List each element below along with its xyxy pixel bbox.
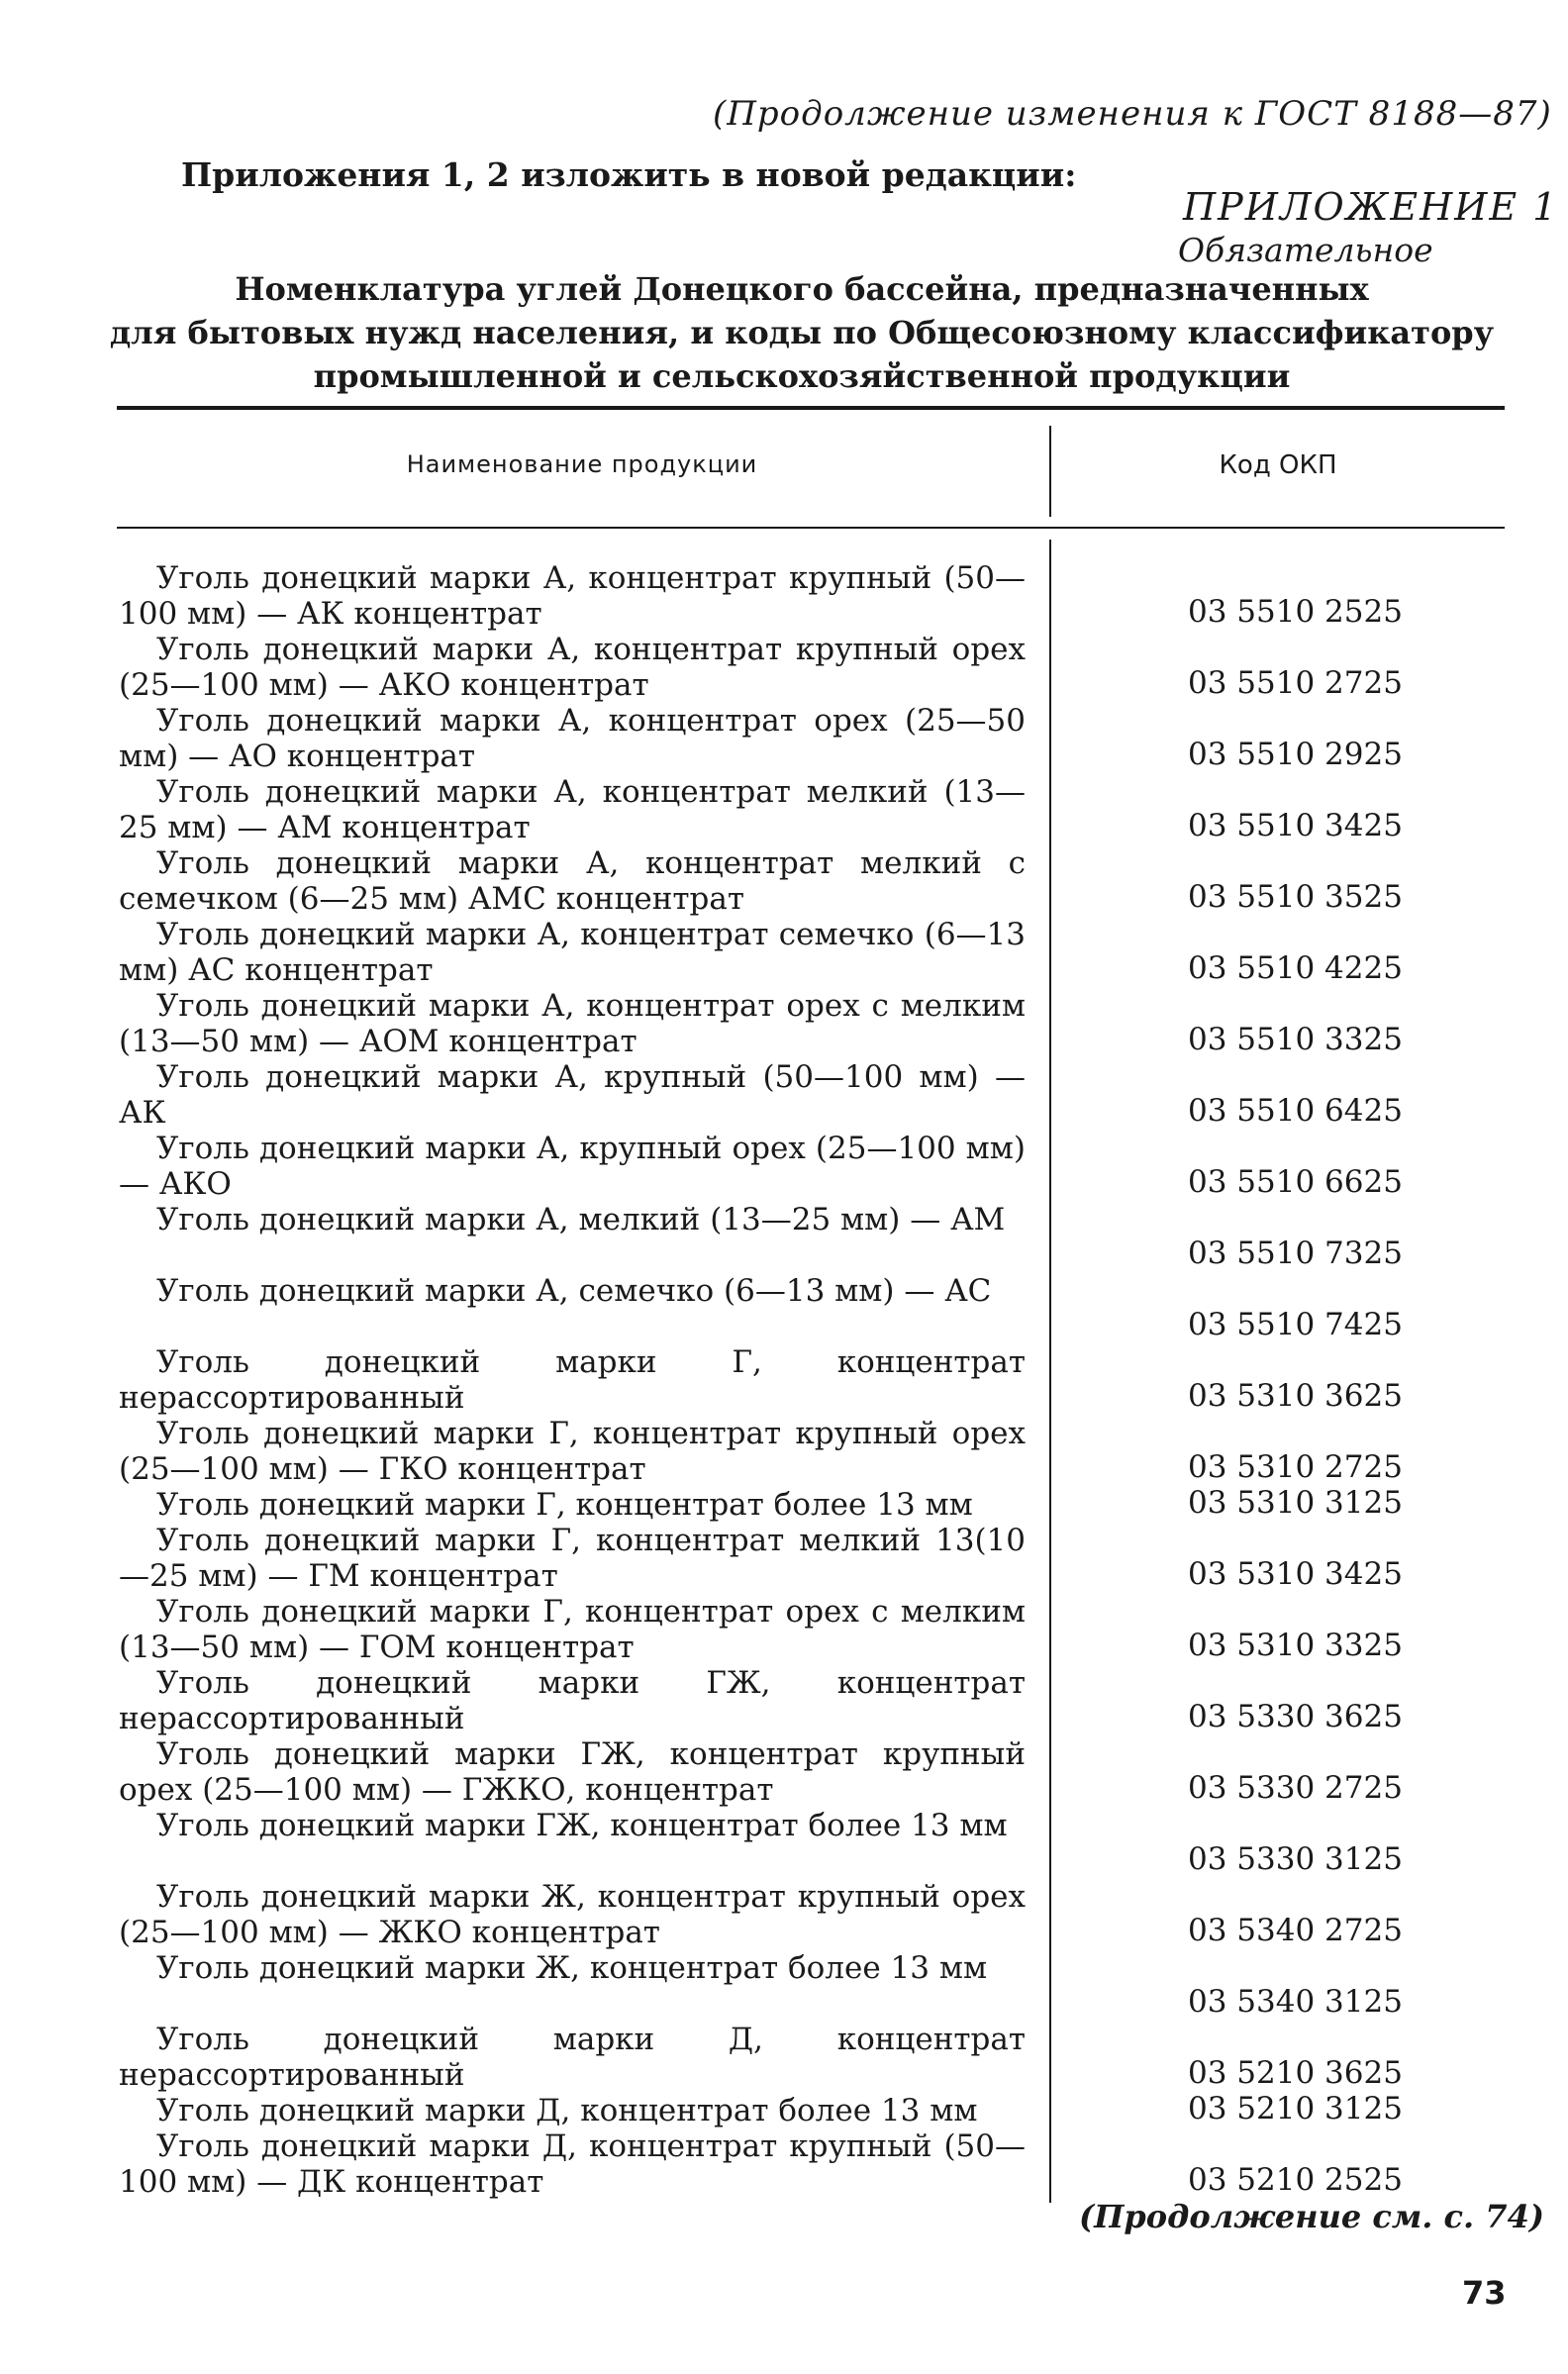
product-name: Уголь донецкий марки А, семечко (6—13 мм) — АС [156,1273,992,1309]
table-row [119,1487,1524,1523]
product-name: Уголь донецкий марки Ж, концентрат более 13 мм [156,1950,988,1986]
okp-code: 03 5510 3425 [1188,808,1403,843]
product-name: Уголь донецкий марки А, крупный (50—100 мм) — АК [119,1059,1026,1131]
table-row [119,1736,1524,1808]
title-line: Номенклатура углей Донецкого бассейна, предназначенных [235,270,1369,308]
product-name: Уголь донецкий марки А, концентрат мелкий с семечком (6—25 мм) АМС концентрат [119,845,1026,917]
okp-code: 03 5510 2725 [1188,665,1403,701]
product-name: Уголь донецкий марки Ж, концентрат крупный орех (25—100 мм) — ЖКО концентрат [119,1879,1026,1950]
continuation-footer: (Продолжение см. с. 74) [1079,2198,1544,2235]
product-name: Уголь донецкий марки А, концентрат семечко (6—13 мм) АС концентрат [119,917,1026,988]
table-row [119,1416,1524,1487]
okp-code: 03 5510 6425 [1188,1093,1403,1129]
table-row [119,1808,1524,1879]
table-row [119,1665,1524,1736]
table-row [119,2022,1524,2093]
product-name: Уголь донецкий марки Г, концентрат нерассортированный [119,1344,1026,1416]
okp-code: 03 5310 3625 [1188,1378,1403,1414]
table-row [119,1059,1524,1131]
product-name: Уголь донецкий марки ГЖ, концентрат более 13 мм [156,1808,1008,1843]
okp-code: 03 5310 3325 [1188,1628,1403,1663]
okp-code: 03 5210 2525 [1188,2162,1403,2198]
column-header-name: Наименование продукции [406,450,758,478]
table-row [119,703,1524,774]
column-header-code: Код ОКП [1219,450,1337,480]
document-title [109,267,1495,398]
okp-code: 03 5210 3125 [1188,2091,1403,2127]
table-row [119,1594,1524,1665]
continuation-header: (Продолжение изменения к ГОСТ 8188—87) [713,94,1552,134]
product-name: Уголь донецкий марки А, концентрат орех (25—50 мм) — АО концентрат [119,703,1026,774]
instruction-text: Приложения 1, 2 изложить в новой редакции: [181,155,1077,194]
okp-code: 03 5510 6625 [1188,1164,1403,1200]
okp-code: 03 5330 3125 [1188,1841,1403,1877]
table-top-rule [117,406,1505,410]
okp-code: 03 5310 3425 [1188,1556,1403,1592]
product-name: Уголь донецкий марки Г, концентрат крупный орех (25—100 мм) — ГКО концентрат [119,1416,1026,1487]
okp-code: 03 5340 2725 [1188,1913,1403,1948]
product-name: Уголь донецкий марки ГЖ, концентрат крупный орех (25—100 мм) — ГЖКО, концентрат [119,1736,1026,1808]
table-row [119,1202,1524,1273]
table-row [119,1131,1524,1202]
okp-code: 03 5510 3325 [1188,1022,1403,1057]
title-line: промышленной и сельскохозяйственной продукции [313,357,1291,395]
product-name: Уголь донецкий марки А, концентрат крупный орех (25—100 мм) — АКО концентрат [119,632,1026,703]
table-row [119,1344,1524,1416]
table-row [119,845,1524,917]
table-row [119,774,1524,845]
table-row [119,1950,1524,2022]
title-line: для бытовых нужд населения, и коды по Общесоюзному классификатору [109,314,1495,351]
product-name: Уголь донецкий марки Д, концентрат нерассортированный [119,2022,1026,2093]
table-body [119,560,1524,2200]
table-row [119,1879,1524,1950]
product-name: Уголь донецкий марки А, крупный орех (25—100 мм) — АКО [119,1131,1026,1202]
product-name: Уголь донецкий марки А, мелкий (13—25 мм) — АМ [156,1202,1006,1237]
okp-code: 03 5340 3125 [1188,1984,1403,2020]
product-name: Уголь донецкий марки Д, концентрат более 13 мм [156,2093,978,2128]
table-row [119,1273,1524,1344]
page-number: 73 [1462,2274,1507,2312]
product-name: Уголь донецкий марки ГЖ, концентрат нерассортированный [119,1665,1026,1736]
okp-code: 03 5510 7325 [1188,1236,1403,1271]
table-row [119,1523,1524,1594]
okp-code: 03 5310 3125 [1188,1485,1403,1521]
table-row [119,988,1524,1059]
mandatory-label: Обязательное [1178,231,1433,269]
header-bottom-rule [117,527,1505,529]
product-name: Уголь донецкий марки Г, концентрат более 13 мм [156,1487,973,1523]
okp-code: 03 5330 3625 [1188,1699,1403,1734]
product-name: Уголь донецкий марки А, концентрат мелкий (13—25 мм) — АМ концентрат [119,774,1026,845]
okp-code: 03 5510 4225 [1188,950,1403,986]
product-name: Уголь донецкий марки Г, концентрат орех с мелким (13—50 мм) — ГОМ концентрат [119,1594,1026,1665]
table-row [119,2128,1524,2200]
appendix-label: ПРИЛОЖЕНИЕ 1 [1183,185,1559,229]
okp-code: 03 5310 2725 [1188,1449,1403,1485]
okp-code: 03 5510 3525 [1188,879,1403,915]
product-name: Уголь донецкий марки Г, концентрат мелкий 13(10—25 мм) — ГМ концентрат [119,1523,1026,1594]
table-row [119,2093,1524,2128]
product-name: Уголь донецкий марки А, концентрат крупный (50—100 мм) — АК концентрат [119,560,1026,632]
okp-code: 03 5510 2925 [1188,737,1403,772]
table-row [119,560,1524,632]
table-row [119,632,1524,703]
okp-code: 03 5510 7425 [1188,1307,1403,1342]
okp-code: 03 5510 2525 [1188,594,1403,630]
product-name: Уголь донецкий марки А, концентрат орех с мелким (13—50 мм) — АОМ концентрат [119,988,1026,1059]
table-row [119,917,1524,988]
okp-code: 03 5330 2725 [1188,1770,1403,1806]
okp-code: 03 5210 3625 [1188,2055,1403,2091]
product-name: Уголь донецкий марки Д, концентрат крупный (50—100 мм) — ДК концентрат [119,2128,1026,2200]
